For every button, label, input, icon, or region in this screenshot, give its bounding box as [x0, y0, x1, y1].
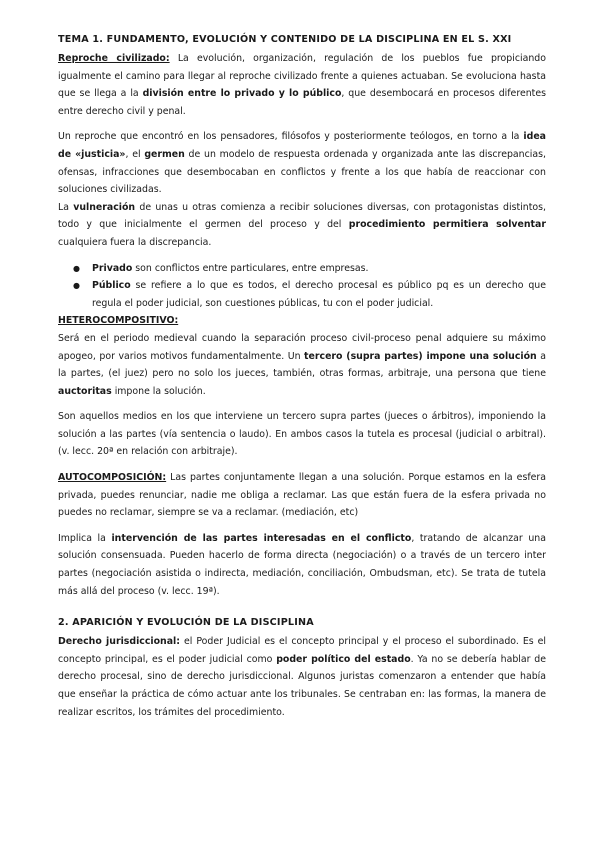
- paragraph-auto-2: Implica la intervención de las partes interesadas en el conflicto, tratando de alcanzar una solución consensuada. Pueden hacerlo de forma directa (negociación) o a través de un tercero inter partes (negociación asistida o indirecta, mediación, conciliación, Ombudsman, etc). Se trata de tutela más allá del proceso (v. lecc. 19ª).: [58, 532, 546, 597]
- heading-heterocompositivo: HETEROCOMPOSITIVO:: [58, 315, 179, 327]
- section-heading: 2. APARICIÓN Y EVOLUCIÓN DE LA DISCIPLINA: [58, 617, 314, 629]
- label-autocomposicion: AUTOCOMPOSICIÓN:: [58, 472, 167, 484]
- label-reproche-civilizado: Reproche civilizado:: [58, 53, 170, 64]
- paragraph-autocomposicion: AUTOCOMPOSICIÓN: Las partes conjuntamente llegan a una solución. Porque estamos en la esfera privada, puedes renunciar, nadie me obliga a reclamar. Las que están fuera de la esfera privada no puedes no reclamar, siempre se va a reclamar. (mediación, etc): [58, 472, 546, 519]
- document-title: TEMA 1. FUNDAMENTO, EVOLUCIÓN Y CONTENIDO DE LA DISCIPLINA EN EL S. XXI: [58, 34, 512, 45]
- paragraph-hetero-2: Son aquellos medios en los que interviene un tercero supra partes (jueces o árbitros), imponiendo la solución a las partes (vía sentencia o laudo). En ambos casos la tutela es procesal (judicial o arbitral). (v. lecc. 20ª en relación con arbitraje).: [58, 411, 546, 458]
- document-page: [58, 31, 546, 721]
- paragraph-hetero-1: Será en el periodo medieval cuando la separación proceso civil-proceso penal adquiere su máximo apogeo, por varios motivos fundamentalmente. Un tercero (supra partes) impone una solución a la partes, (el juez) pero no solo los jueces, también, otras formas, arbitraje, una persona que tiene auctoritas impone la solución.: [58, 332, 546, 397]
- paragraph-reproche: Reproche civilizado: La evolución, organización, regulación de los pueblos fue propiciando igualmente el camino para llegar al reproche civilizado frente a quienes actuaban. Se evoluciona hasta que se llega a la división entre lo privado y lo público, que desembocará en procesos diferentes entre derecho civil y penal.: [58, 53, 547, 117]
- paragraph-justicia: Un reproche que encontró en los pensadores, filósofos y posteriormente teólogos, en torno a la idea de «justicia», el germen de un modelo de respuesta ordenada y organizada ante las discrepancias, ofensas, infracciones que desembocaban en conflictos y frente a los que había de reaccionar con soluciones civilizadas.: [58, 131, 546, 196]
- bullet-icon: ●: [73, 281, 80, 291]
- list-item: ● Público se refiere a lo que es todos, el derecho procesal es público pq es un derecho que regula el poder judicial, son cuestiones públicas, tu con el poder judicial.: [58, 277, 546, 312]
- list-item: ● Privado son conflictos entre particulares, entre empresas.: [58, 260, 546, 278]
- paragraph-derecho-jurisdiccional: Derecho jurisdiccional: el Poder Judicial es el concepto principal y el proceso el subordinado. Es el concepto principal, es el poder judicial como poder político del estado. Ya no se debería hablar de derecho procesal, sino de derecho jurisdiccional. Algunos juristas comenzaron a entender que había que enseñar la práctica de cómo actuar ante los tribunales. Se centraban en: las formas, la manera de realizar escritos, los trámites del procedimiento.: [58, 636, 547, 718]
- bullet-icon: ●: [73, 263, 80, 273]
- paragraph-vulneracion: La vulneración de unas u otras comienza a recibir soluciones diversas, con protagonistas distintos, todo y que inicialmente el germen del proceso y del procedimiento permitiera solventar cualquiera fuera la discrepancia.: [58, 201, 546, 248]
- bullet-list: [58, 260, 546, 313]
